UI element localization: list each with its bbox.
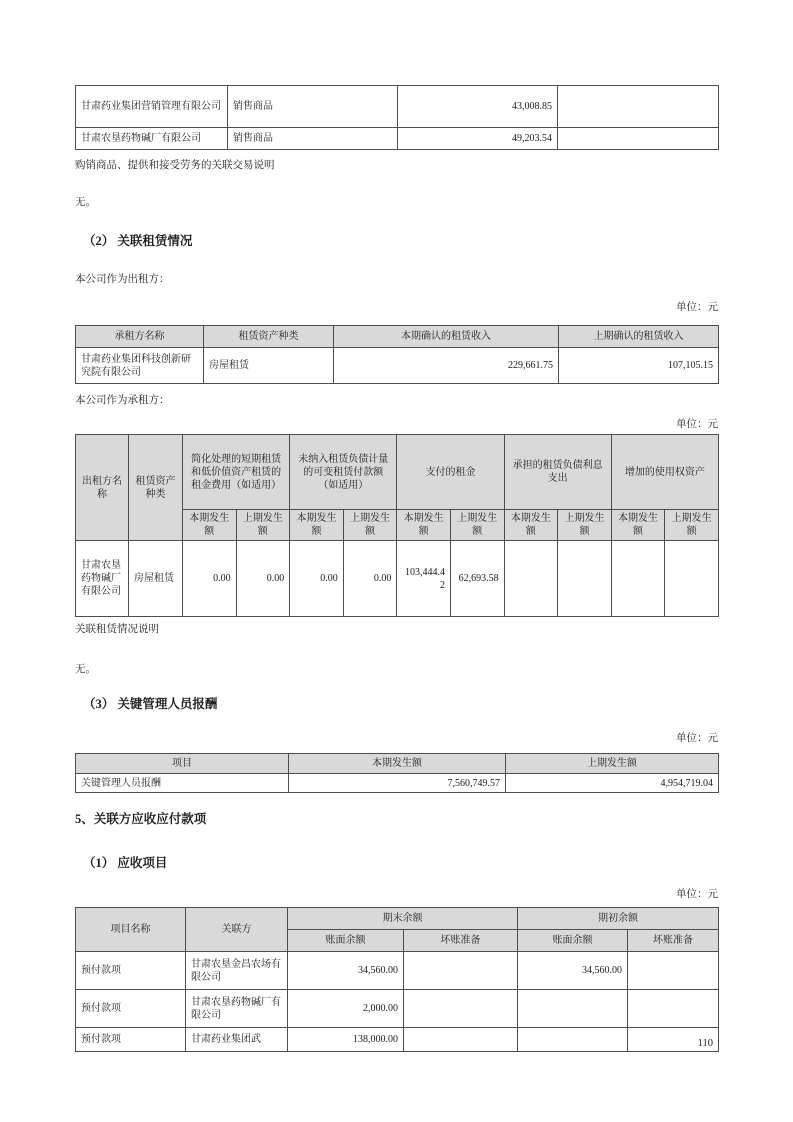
value-cell: 0.00 <box>343 541 397 617</box>
book-balance-subheader: 账面余额 <box>288 930 404 952</box>
header-cell: 上期发生额 <box>506 754 719 774</box>
subheader-cell: 上期发生额 <box>343 510 397 541</box>
book-balance-subheader: 账面余额 <box>518 930 628 952</box>
header-cell: 本期确认的租赁收入 <box>334 326 559 348</box>
asset-col-header: 租赁资产种类 <box>129 435 183 541</box>
subheader-cell: 上期发生额 <box>236 510 290 541</box>
current-income-cell: 229,661.75 <box>334 348 559 384</box>
unit-label: 单位：元 <box>676 889 718 900</box>
subheader-cell: 上期发生额 <box>665 510 719 541</box>
value-cell: 0.00 <box>183 541 237 617</box>
table-row <box>76 1028 719 1052</box>
begin-book-cell <box>518 1028 628 1052</box>
section-heading-lease: （2） 关联租赁情况 <box>83 234 193 248</box>
bad-debt-subheader: 坏账准备 <box>404 930 518 952</box>
item-cell: 预付款项 <box>76 990 186 1028</box>
party-cell: 甘肃药业集团武 <box>186 1028 288 1052</box>
table-header-row <box>76 326 719 348</box>
section-heading-receivables: 5、关联方应收应付款项 <box>75 812 207 826</box>
beginning-balance-group-header: 期初余额 <box>518 908 719 930</box>
lessor-lease-table <box>75 325 719 384</box>
table-row <box>76 86 719 128</box>
header-cell: 租赁资产种类 <box>204 326 334 348</box>
subheader-cell: 上期发生额 <box>450 510 504 541</box>
value-cell: 62,693.58 <box>450 541 504 617</box>
lessor-name-cell: 甘肃农垦药物碱厂有限公司 <box>76 541 129 617</box>
table-row <box>76 990 719 1028</box>
begin-book-cell: 34,560.00 <box>518 952 628 990</box>
related-party-cell: 甘肃农垦药物碱厂有限公司 <box>76 128 228 150</box>
section-heading-compensation: （3） 关键管理人员报酬 <box>83 697 218 711</box>
value-cell: 103,444.42 <box>397 541 451 617</box>
transaction-content-cell: 销售商品 <box>228 128 398 150</box>
begin-book-cell <box>518 990 628 1028</box>
subheader-cell: 本期发生额 <box>611 510 665 541</box>
end-bad-cell <box>404 952 518 990</box>
group-header-cell: 增加的使用权资产 <box>611 435 718 510</box>
amount-cell: 43,008.85 <box>398 86 558 128</box>
transaction-content-cell: 销售商品 <box>228 86 398 128</box>
as-lessee-label: 本公司作为承租方： <box>75 395 170 406</box>
subheader-cell: 本期发生额 <box>290 510 344 541</box>
item-cell: 预付款项 <box>76 1028 186 1052</box>
table-row <box>76 774 719 793</box>
unit-label: 单位：元 <box>676 302 718 313</box>
receivables-table <box>75 907 719 1052</box>
value-cell: 0.00 <box>236 541 290 617</box>
end-bad-cell <box>404 990 518 1028</box>
subheader-cell: 本期发生额 <box>504 510 558 541</box>
item-cell: 关键管理人员报酬 <box>76 774 289 793</box>
asset-type-cell: 房屋租赁 <box>204 348 334 384</box>
header-cell: 上期确认的租赁收入 <box>559 326 719 348</box>
table-row <box>76 348 719 384</box>
end-book-cell: 34,560.00 <box>288 952 404 990</box>
value-cell <box>558 541 612 617</box>
header-cell: 项目 <box>76 754 289 774</box>
lease-note-value: 无。 <box>75 664 96 675</box>
begin-bad-cell <box>628 952 719 990</box>
party-col-header: 关联方 <box>186 908 288 952</box>
lessee-name-cell: 甘肃药业集团科技创新研究院有限公司 <box>76 348 204 384</box>
end-bad-cell <box>404 1028 518 1052</box>
group-header-cell: 承担的租赁负债利息支出 <box>504 435 611 510</box>
group-header-cell: 支付的租金 <box>397 435 504 510</box>
party-cell: 甘肃农垦药物碱厂有限公司 <box>186 990 288 1028</box>
page-number: 110 <box>697 1038 713 1049</box>
value-cell <box>504 541 558 617</box>
lease-note-label: 关联租赁情况说明 <box>75 624 159 635</box>
current-amount-cell: 7,560,749.57 <box>289 774 506 793</box>
goods-sales-table <box>75 85 719 150</box>
table-header-row <box>76 754 719 774</box>
as-lessor-label: 本公司作为出租方： <box>75 274 170 285</box>
header-cell: 承租方名称 <box>76 326 204 348</box>
end-book-cell: 2,000.00 <box>288 990 404 1028</box>
table-group-header-row <box>76 908 719 930</box>
subheader-cell: 本期发生额 <box>397 510 451 541</box>
unit-label: 单位：元 <box>676 733 718 744</box>
subheader-cell: 本期发生额 <box>183 510 237 541</box>
value-cell: 0.00 <box>290 541 344 617</box>
prior-amount-cell: 4,954,719.04 <box>506 774 719 793</box>
asset-type-cell: 房屋租赁 <box>129 541 183 617</box>
prior-income-cell: 107,105.15 <box>559 348 719 384</box>
subheader-cell: 上期发生额 <box>558 510 612 541</box>
empty-cell <box>558 86 719 128</box>
subsection-heading-receivable-items: （1） 应收项目 <box>83 856 168 870</box>
bad-debt-subheader: 坏账准备 <box>628 930 719 952</box>
table-row <box>76 952 719 990</box>
table-group-header-row <box>76 435 719 510</box>
lessee-lease-table <box>75 434 719 617</box>
item-cell: 预付款项 <box>76 952 186 990</box>
group-header-cell: 简化处理的短期租赁和低价值资产租赁的租金费用（如适用） <box>183 435 290 510</box>
begin-bad-cell <box>628 990 719 1028</box>
value-cell <box>611 541 665 617</box>
table-row <box>76 128 719 150</box>
ending-balance-group-header: 期末余额 <box>288 908 518 930</box>
group-header-cell: 未纳入租赁负债计量的可变租赁付款额（如适用） <box>290 435 397 510</box>
header-cell: 本期发生额 <box>289 754 506 774</box>
lessor-col-header: 出租方名称 <box>76 435 129 541</box>
purchase-note-value: 无。 <box>75 197 96 208</box>
compensation-table <box>75 753 719 793</box>
related-party-cell: 甘肃药业集团营销管理有限公司 <box>76 86 228 128</box>
table-row <box>76 541 719 617</box>
unit-label: 单位：元 <box>676 419 718 430</box>
value-cell <box>665 541 719 617</box>
empty-cell <box>558 128 719 150</box>
purchase-note-label: 购销商品、提供和接受劳务的关联交易说明 <box>75 160 275 171</box>
item-col-header: 项目名称 <box>76 908 186 952</box>
end-book-cell: 138,000.00 <box>288 1028 404 1052</box>
party-cell: 甘肃农垦金昌农场有限公司 <box>186 952 288 990</box>
amount-cell: 49,203.54 <box>398 128 558 150</box>
